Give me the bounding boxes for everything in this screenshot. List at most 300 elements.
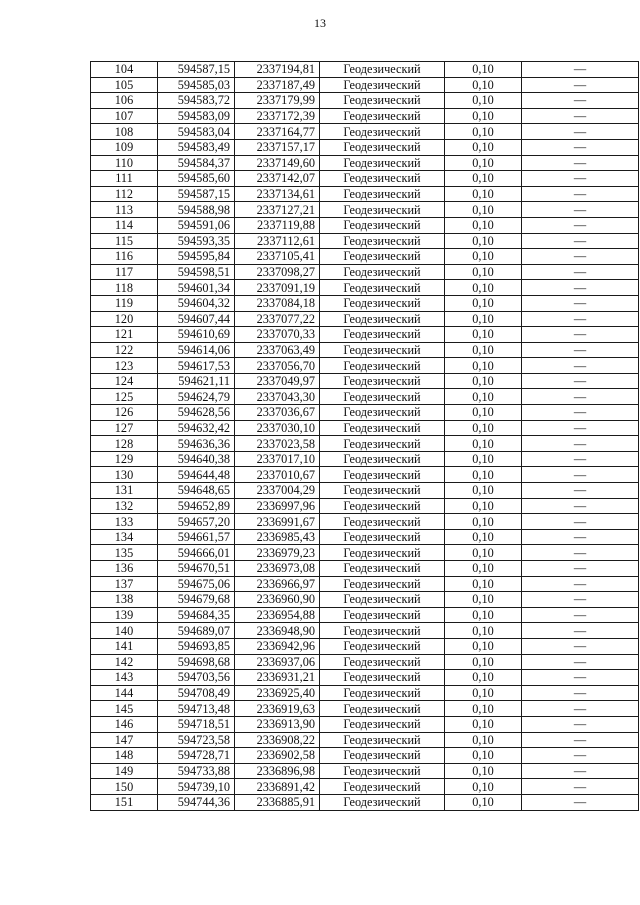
table-row (91, 561, 639, 577)
note-cell: — (522, 529, 639, 545)
x-coordinate-cell: 594723,58 (158, 732, 235, 748)
y-coordinate-cell: 2337105,41 (235, 249, 320, 265)
y-coordinate-cell: 2336896,98 (235, 763, 320, 779)
x-coordinate-cell: 594689,07 (158, 623, 235, 639)
precision-cell: 0,10 (445, 124, 522, 140)
precision-cell: 0,10 (445, 171, 522, 187)
note-cell: — (522, 748, 639, 764)
table-row (91, 467, 639, 483)
x-coordinate-cell: 594632,42 (158, 420, 235, 436)
table-row (91, 171, 639, 187)
precision-cell: 0,10 (445, 186, 522, 202)
x-coordinate-cell: 594610,69 (158, 327, 235, 343)
method-cell: Геодезический (320, 342, 445, 358)
point-number-cell: 106 (91, 93, 158, 109)
y-coordinate-cell: 2337017,10 (235, 451, 320, 467)
x-coordinate-cell: 594588,98 (158, 202, 235, 218)
y-coordinate-cell: 2337142,07 (235, 171, 320, 187)
table-row (91, 763, 639, 779)
note-cell: — (522, 467, 639, 483)
point-number-cell: 128 (91, 436, 158, 452)
precision-cell: 0,10 (445, 701, 522, 717)
y-coordinate-cell: 2336937,06 (235, 654, 320, 670)
x-coordinate-cell: 594593,35 (158, 233, 235, 249)
point-number-cell: 133 (91, 514, 158, 530)
x-coordinate-cell: 594614,06 (158, 342, 235, 358)
method-cell: Геодезический (320, 202, 445, 218)
x-coordinate-cell: 594583,49 (158, 139, 235, 155)
note-cell: — (522, 592, 639, 608)
method-cell: Геодезический (320, 62, 445, 78)
y-coordinate-cell: 2336997,96 (235, 498, 320, 514)
x-coordinate-cell: 594708,49 (158, 685, 235, 701)
x-coordinate-cell: 594644,48 (158, 467, 235, 483)
table-row (91, 264, 639, 280)
method-cell: Геодезический (320, 654, 445, 670)
x-coordinate-cell: 594583,72 (158, 93, 235, 109)
x-coordinate-cell: 594587,15 (158, 62, 235, 78)
x-coordinate-cell: 594684,35 (158, 607, 235, 623)
point-number-cell: 108 (91, 124, 158, 140)
method-cell: Геодезический (320, 498, 445, 514)
precision-cell: 0,10 (445, 342, 522, 358)
method-cell: Геодезический (320, 93, 445, 109)
point-number-cell: 127 (91, 420, 158, 436)
y-coordinate-cell: 2337112,61 (235, 233, 320, 249)
y-coordinate-cell: 2337119,88 (235, 217, 320, 233)
point-number-cell: 148 (91, 748, 158, 764)
x-coordinate-cell: 594739,10 (158, 779, 235, 795)
table-row (91, 405, 639, 421)
precision-cell: 0,10 (445, 327, 522, 343)
table-row (91, 373, 639, 389)
table-row (91, 748, 639, 764)
point-number-cell: 132 (91, 498, 158, 514)
method-cell: Геодезический (320, 233, 445, 249)
table-row (91, 342, 639, 358)
y-coordinate-cell: 2337179,99 (235, 93, 320, 109)
point-number-cell: 135 (91, 545, 158, 561)
y-coordinate-cell: 2337149,60 (235, 155, 320, 171)
method-cell: Геодезический (320, 716, 445, 732)
point-number-cell: 125 (91, 389, 158, 405)
point-number-cell: 134 (91, 529, 158, 545)
x-coordinate-cell: 594666,01 (158, 545, 235, 561)
precision-cell: 0,10 (445, 358, 522, 374)
y-coordinate-cell: 2337049,97 (235, 373, 320, 389)
table-row (91, 607, 639, 623)
y-coordinate-cell: 2337070,33 (235, 327, 320, 343)
note-cell: — (522, 732, 639, 748)
point-number-cell: 145 (91, 701, 158, 717)
point-number-cell: 136 (91, 561, 158, 577)
point-number-cell: 147 (91, 732, 158, 748)
precision-cell: 0,10 (445, 93, 522, 109)
note-cell: — (522, 93, 639, 109)
y-coordinate-cell: 2337084,18 (235, 295, 320, 311)
point-number-cell: 140 (91, 623, 158, 639)
table-row (91, 295, 639, 311)
table-row (91, 670, 639, 686)
table-row (91, 654, 639, 670)
y-coordinate-cell: 2337127,21 (235, 202, 320, 218)
method-cell: Геодезический (320, 638, 445, 654)
point-number-cell: 113 (91, 202, 158, 218)
note-cell: — (522, 124, 639, 140)
coordinates-table-body (91, 62, 639, 811)
note-cell: — (522, 62, 639, 78)
table-row (91, 701, 639, 717)
x-coordinate-cell: 594624,79 (158, 389, 235, 405)
note-cell: — (522, 389, 639, 405)
precision-cell: 0,10 (445, 467, 522, 483)
point-number-cell: 146 (91, 716, 158, 732)
point-number-cell: 143 (91, 670, 158, 686)
method-cell: Геодезический (320, 139, 445, 155)
method-cell: Геодезический (320, 670, 445, 686)
table-row (91, 358, 639, 374)
precision-cell: 0,10 (445, 436, 522, 452)
note-cell: — (522, 514, 639, 530)
y-coordinate-cell: 2337036,67 (235, 405, 320, 421)
method-cell: Геодезический (320, 108, 445, 124)
y-coordinate-cell: 2337172,39 (235, 108, 320, 124)
point-number-cell: 130 (91, 467, 158, 483)
method-cell: Геодезический (320, 264, 445, 280)
method-cell: Геодезический (320, 779, 445, 795)
note-cell: — (522, 108, 639, 124)
precision-cell: 0,10 (445, 280, 522, 296)
method-cell: Геодезический (320, 748, 445, 764)
x-coordinate-cell: 594661,57 (158, 529, 235, 545)
x-coordinate-cell: 594728,71 (158, 748, 235, 764)
precision-cell: 0,10 (445, 311, 522, 327)
x-coordinate-cell: 594718,51 (158, 716, 235, 732)
y-coordinate-cell: 2336991,67 (235, 514, 320, 530)
table-row (91, 436, 639, 452)
note-cell: — (522, 561, 639, 577)
method-cell: Геодезический (320, 701, 445, 717)
y-coordinate-cell: 2337187,49 (235, 77, 320, 93)
precision-cell: 0,10 (445, 233, 522, 249)
method-cell: Геодезический (320, 483, 445, 499)
y-coordinate-cell: 2336919,63 (235, 701, 320, 717)
x-coordinate-cell: 594675,06 (158, 576, 235, 592)
note-cell: — (522, 202, 639, 218)
table-row (91, 779, 639, 795)
table-row (91, 155, 639, 171)
precision-cell: 0,10 (445, 576, 522, 592)
y-coordinate-cell: 2337194,81 (235, 62, 320, 78)
point-number-cell: 112 (91, 186, 158, 202)
x-coordinate-cell: 594583,09 (158, 108, 235, 124)
point-number-cell: 141 (91, 638, 158, 654)
table-row (91, 389, 639, 405)
table-row (91, 186, 639, 202)
note-cell: — (522, 327, 639, 343)
y-coordinate-cell: 2337023,58 (235, 436, 320, 452)
table-row (91, 685, 639, 701)
table-row (91, 498, 639, 514)
method-cell: Геодезический (320, 514, 445, 530)
x-coordinate-cell: 594604,32 (158, 295, 235, 311)
table-row (91, 716, 639, 732)
note-cell: — (522, 654, 639, 670)
note-cell: — (522, 311, 639, 327)
table-row (91, 311, 639, 327)
note-cell: — (522, 779, 639, 795)
note-cell: — (522, 295, 639, 311)
point-number-cell: 105 (91, 77, 158, 93)
y-coordinate-cell: 2336948,90 (235, 623, 320, 639)
table-row (91, 77, 639, 93)
precision-cell: 0,10 (445, 264, 522, 280)
point-number-cell: 119 (91, 295, 158, 311)
method-cell: Геодезический (320, 436, 445, 452)
x-coordinate-cell: 594601,34 (158, 280, 235, 296)
x-coordinate-cell: 594591,06 (158, 217, 235, 233)
x-coordinate-cell: 594583,04 (158, 124, 235, 140)
note-cell: — (522, 171, 639, 187)
method-cell: Геодезический (320, 561, 445, 577)
method-cell: Геодезический (320, 623, 445, 639)
note-cell: — (522, 638, 639, 654)
precision-cell: 0,10 (445, 77, 522, 93)
y-coordinate-cell: 2337157,17 (235, 139, 320, 155)
y-coordinate-cell: 2337030,10 (235, 420, 320, 436)
precision-cell: 0,10 (445, 217, 522, 233)
y-coordinate-cell: 2336908,22 (235, 732, 320, 748)
table-row (91, 139, 639, 155)
table-row (91, 327, 639, 343)
point-number-cell: 142 (91, 654, 158, 670)
x-coordinate-cell: 594733,88 (158, 763, 235, 779)
point-number-cell: 151 (91, 794, 158, 810)
point-number-cell: 123 (91, 358, 158, 374)
precision-cell: 0,10 (445, 763, 522, 779)
note-cell: — (522, 451, 639, 467)
point-number-cell: 149 (91, 763, 158, 779)
x-coordinate-cell: 594652,89 (158, 498, 235, 514)
table-row (91, 638, 639, 654)
y-coordinate-cell: 2337164,77 (235, 124, 320, 140)
method-cell: Геодезический (320, 576, 445, 592)
x-coordinate-cell: 594585,03 (158, 77, 235, 93)
point-number-cell: 115 (91, 233, 158, 249)
precision-cell: 0,10 (445, 295, 522, 311)
note-cell: — (522, 436, 639, 452)
x-coordinate-cell: 594585,60 (158, 171, 235, 187)
note-cell: — (522, 716, 639, 732)
method-cell: Геодезический (320, 389, 445, 405)
precision-cell: 0,10 (445, 498, 522, 514)
point-number-cell: 104 (91, 62, 158, 78)
point-number-cell: 150 (91, 779, 158, 795)
y-coordinate-cell: 2336902,58 (235, 748, 320, 764)
table-row (91, 623, 639, 639)
point-number-cell: 122 (91, 342, 158, 358)
table-row (91, 420, 639, 436)
x-coordinate-cell: 594595,84 (158, 249, 235, 265)
y-coordinate-cell: 2336931,21 (235, 670, 320, 686)
y-coordinate-cell: 2337098,27 (235, 264, 320, 280)
point-number-cell: 121 (91, 327, 158, 343)
table-row (91, 529, 639, 545)
note-cell: — (522, 233, 639, 249)
x-coordinate-cell: 594607,44 (158, 311, 235, 327)
method-cell: Геодезический (320, 420, 445, 436)
point-number-cell: 139 (91, 607, 158, 623)
note-cell: — (522, 155, 639, 171)
x-coordinate-cell: 594698,68 (158, 654, 235, 670)
note-cell: — (522, 685, 639, 701)
y-coordinate-cell: 2337056,70 (235, 358, 320, 374)
y-coordinate-cell: 2336891,42 (235, 779, 320, 795)
point-number-cell: 144 (91, 685, 158, 701)
x-coordinate-cell: 594713,48 (158, 701, 235, 717)
method-cell: Геодезический (320, 280, 445, 296)
method-cell: Геодезический (320, 467, 445, 483)
x-coordinate-cell: 594703,56 (158, 670, 235, 686)
precision-cell: 0,10 (445, 202, 522, 218)
note-cell: — (522, 342, 639, 358)
note-cell: — (522, 701, 639, 717)
y-coordinate-cell: 2337091,19 (235, 280, 320, 296)
point-number-cell: 137 (91, 576, 158, 592)
table-row (91, 483, 639, 499)
x-coordinate-cell: 594670,51 (158, 561, 235, 577)
point-number-cell: 138 (91, 592, 158, 608)
method-cell: Геодезический (320, 373, 445, 389)
note-cell: — (522, 186, 639, 202)
method-cell: Геодезический (320, 358, 445, 374)
y-coordinate-cell: 2336979,23 (235, 545, 320, 561)
method-cell: Геодезический (320, 451, 445, 467)
table-row (91, 451, 639, 467)
method-cell: Геодезический (320, 155, 445, 171)
precision-cell: 0,10 (445, 623, 522, 639)
x-coordinate-cell: 594657,20 (158, 514, 235, 530)
precision-cell: 0,10 (445, 389, 522, 405)
method-cell: Геодезический (320, 77, 445, 93)
method-cell: Геодезический (320, 545, 445, 561)
method-cell: Геодезический (320, 607, 445, 623)
precision-cell: 0,10 (445, 451, 522, 467)
point-number-cell: 126 (91, 405, 158, 421)
table-row (91, 794, 639, 810)
precision-cell: 0,10 (445, 654, 522, 670)
method-cell: Геодезический (320, 405, 445, 421)
x-coordinate-cell: 594617,53 (158, 358, 235, 374)
method-cell: Геодезический (320, 327, 445, 343)
x-coordinate-cell: 594584,37 (158, 155, 235, 171)
note-cell: — (522, 498, 639, 514)
point-number-cell: 110 (91, 155, 158, 171)
note-cell: — (522, 77, 639, 93)
precision-cell: 0,10 (445, 607, 522, 623)
method-cell: Геодезический (320, 295, 445, 311)
x-coordinate-cell: 594648,65 (158, 483, 235, 499)
precision-cell: 0,10 (445, 545, 522, 561)
y-coordinate-cell: 2336913,90 (235, 716, 320, 732)
y-coordinate-cell: 2336973,08 (235, 561, 320, 577)
method-cell: Геодезический (320, 529, 445, 545)
method-cell: Геодезический (320, 311, 445, 327)
table-row (91, 93, 639, 109)
precision-cell: 0,10 (445, 483, 522, 499)
x-coordinate-cell: 594640,38 (158, 451, 235, 467)
note-cell: — (522, 405, 639, 421)
note-cell: — (522, 483, 639, 499)
y-coordinate-cell: 2336966,97 (235, 576, 320, 592)
precision-cell: 0,10 (445, 139, 522, 155)
x-coordinate-cell: 594636,36 (158, 436, 235, 452)
precision-cell: 0,10 (445, 249, 522, 265)
method-cell: Геодезический (320, 217, 445, 233)
method-cell: Геодезический (320, 124, 445, 140)
table-row (91, 124, 639, 140)
precision-cell: 0,10 (445, 155, 522, 171)
note-cell: — (522, 794, 639, 810)
y-coordinate-cell: 2337077,22 (235, 311, 320, 327)
y-coordinate-cell: 2336954,88 (235, 607, 320, 623)
y-coordinate-cell: 2337004,29 (235, 483, 320, 499)
precision-cell: 0,10 (445, 405, 522, 421)
note-cell: — (522, 249, 639, 265)
point-number-cell: 131 (91, 483, 158, 499)
point-number-cell: 107 (91, 108, 158, 124)
y-coordinate-cell: 2336885,91 (235, 794, 320, 810)
method-cell: Геодезический (320, 732, 445, 748)
note-cell: — (522, 217, 639, 233)
table-row (91, 202, 639, 218)
note-cell: — (522, 623, 639, 639)
page-number: 13 (314, 16, 326, 30)
point-number-cell: 118 (91, 280, 158, 296)
table-row (91, 592, 639, 608)
point-number-cell: 129 (91, 451, 158, 467)
precision-cell: 0,10 (445, 62, 522, 78)
x-coordinate-cell: 594693,85 (158, 638, 235, 654)
table-row (91, 545, 639, 561)
precision-cell: 0,10 (445, 685, 522, 701)
method-cell: Геодезический (320, 794, 445, 810)
note-cell: — (522, 358, 639, 374)
x-coordinate-cell: 594587,15 (158, 186, 235, 202)
precision-cell: 0,10 (445, 529, 522, 545)
x-coordinate-cell: 594598,51 (158, 264, 235, 280)
note-cell: — (522, 420, 639, 436)
point-number-cell: 116 (91, 249, 158, 265)
precision-cell: 0,10 (445, 716, 522, 732)
precision-cell: 0,10 (445, 794, 522, 810)
table-row (91, 514, 639, 530)
y-coordinate-cell: 2336985,43 (235, 529, 320, 545)
precision-cell: 0,10 (445, 748, 522, 764)
table-row (91, 280, 639, 296)
table-row (91, 249, 639, 265)
note-cell: — (522, 576, 639, 592)
precision-cell: 0,10 (445, 592, 522, 608)
point-number-cell: 120 (91, 311, 158, 327)
table-row (91, 732, 639, 748)
y-coordinate-cell: 2336942,96 (235, 638, 320, 654)
x-coordinate-cell: 594628,56 (158, 405, 235, 421)
note-cell: — (522, 139, 639, 155)
method-cell: Геодезический (320, 763, 445, 779)
note-cell: — (522, 373, 639, 389)
point-number-cell: 117 (91, 264, 158, 280)
